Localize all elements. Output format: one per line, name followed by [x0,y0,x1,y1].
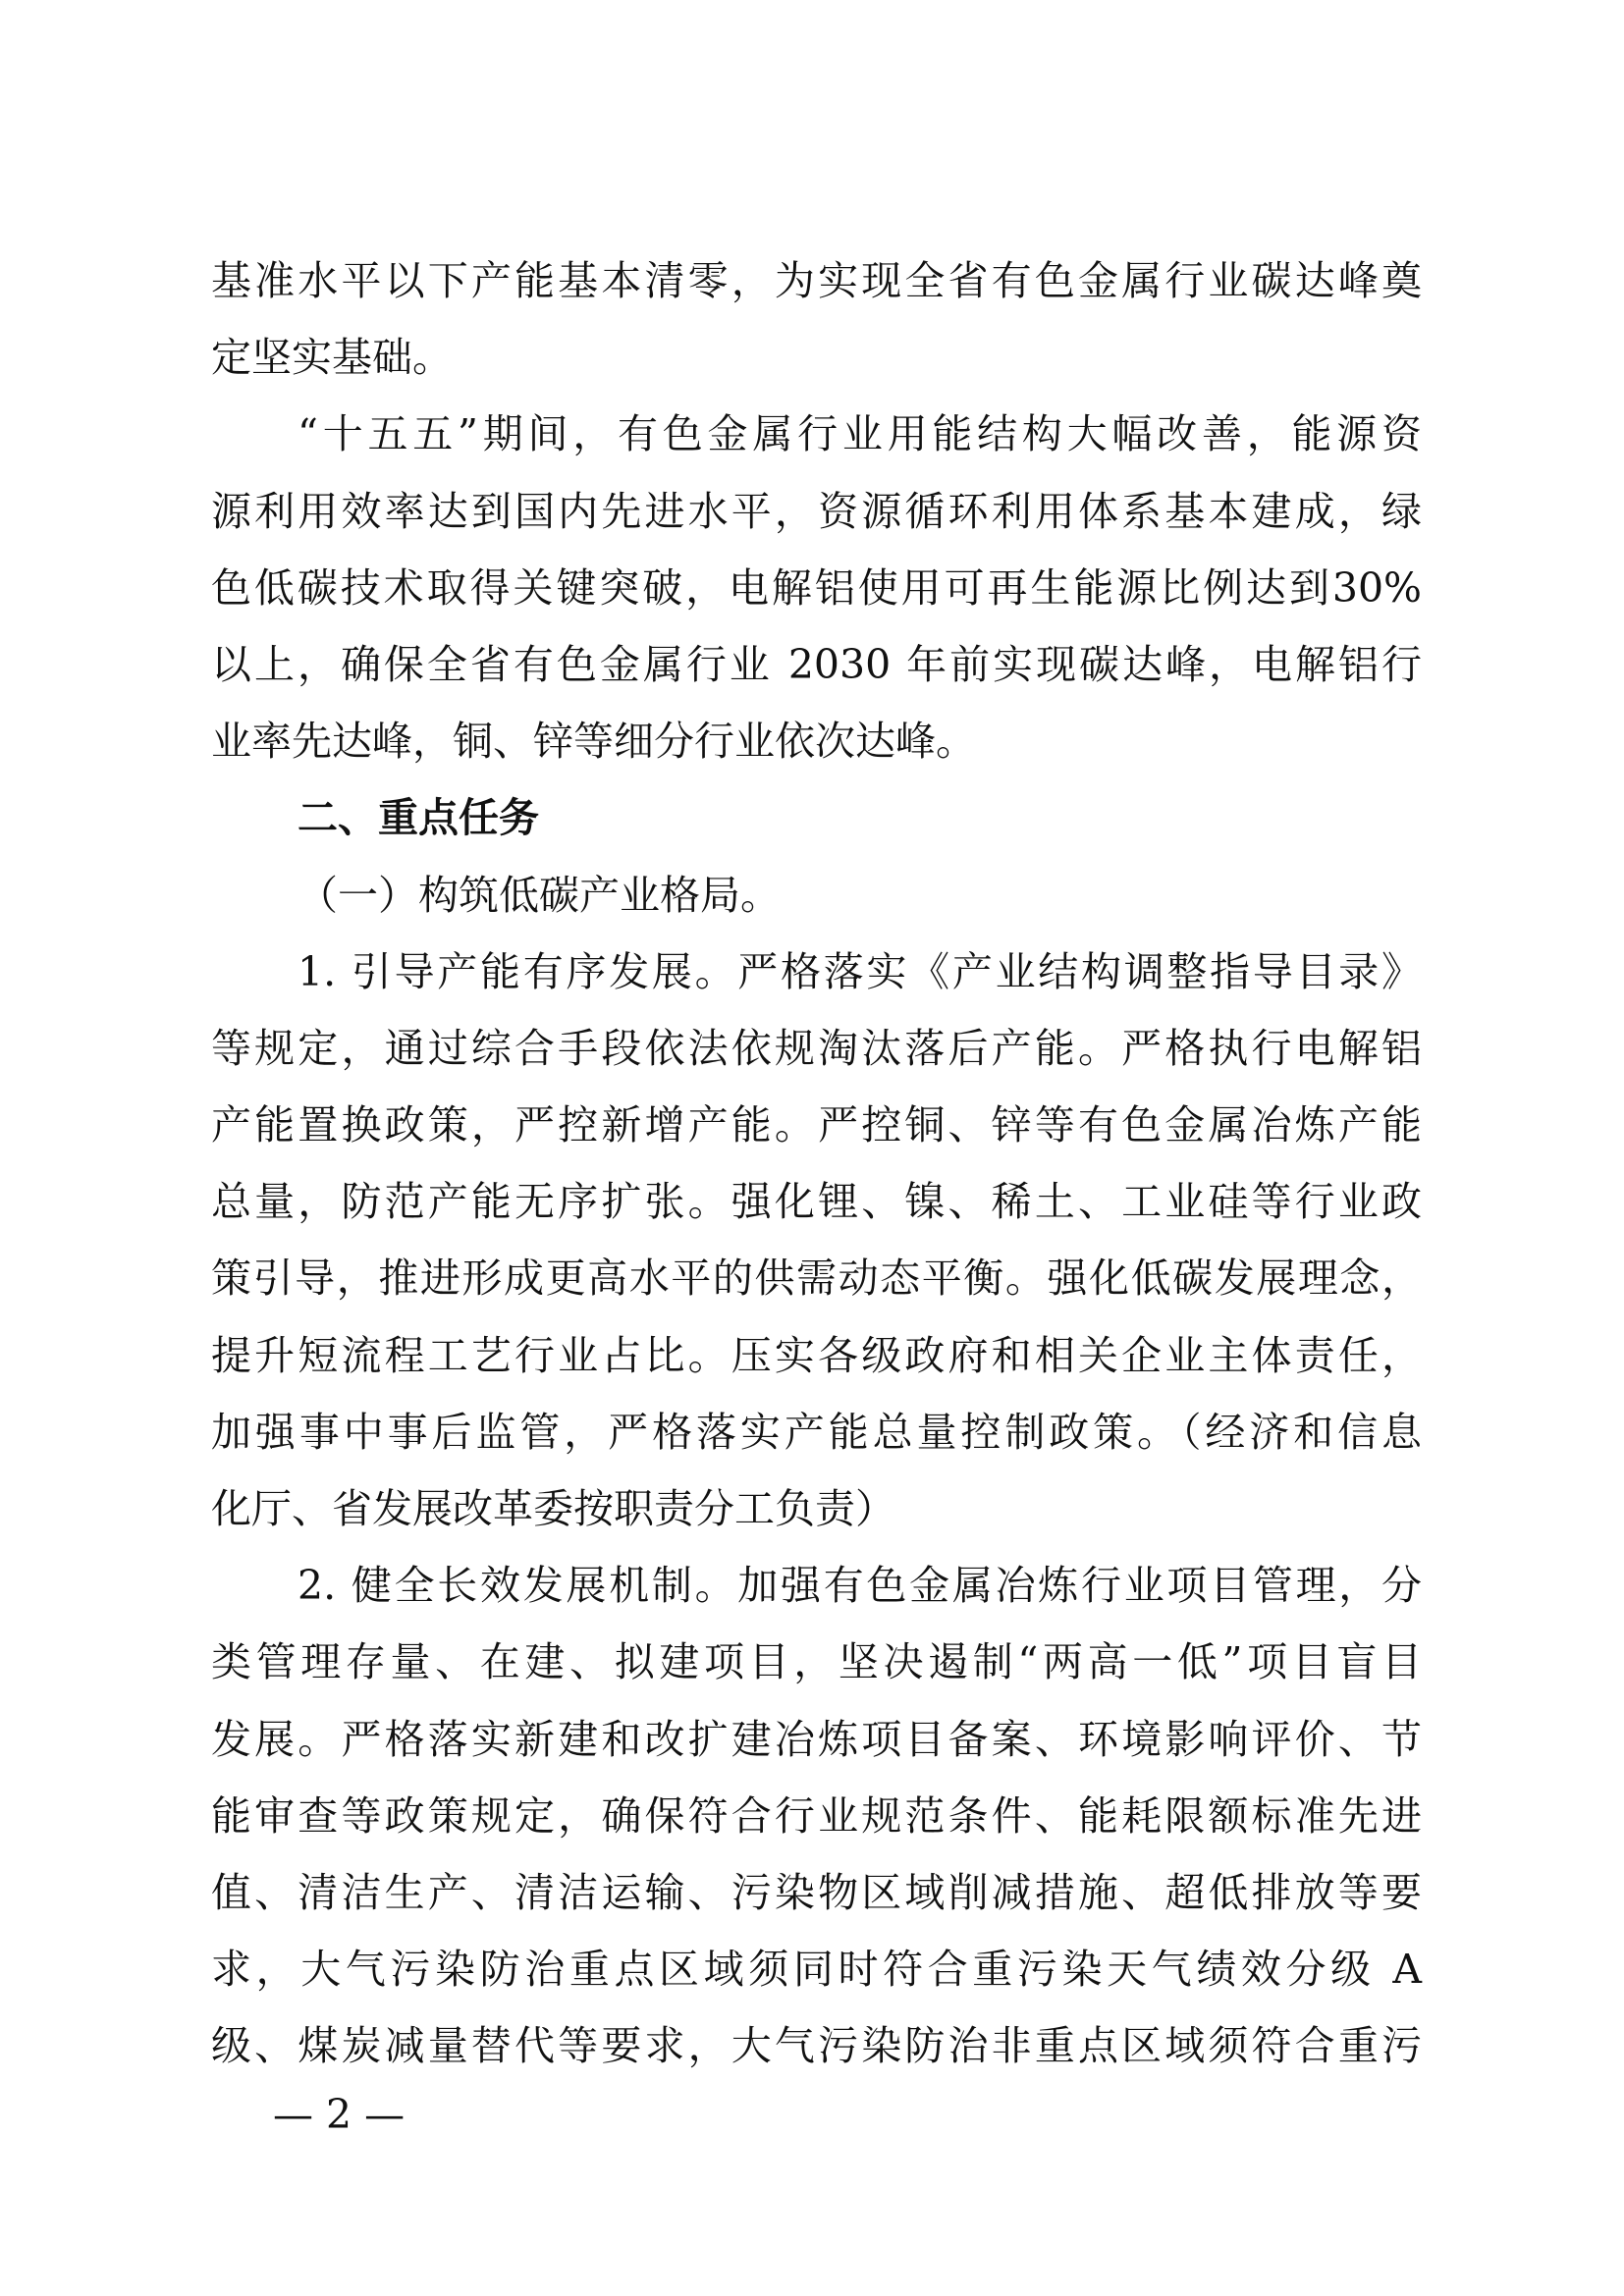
body-line: 色低碳技术取得关键突破，电解铝使用可再生能源比例达到30% [211,563,1422,612]
subsection-heading [211,857,1422,934]
body-line: 发展。严格落实新建和改扩建冶炼项目备案、环境影响评价、节 [211,1715,1422,1763]
section-heading-text: 二、重点任务 [298,794,539,842]
body-line: 产能置换政策，严控新增产能。严控铜、锌等有色金属冶炼产能 [211,1101,1422,1149]
body-line: 源利用效率达到国内先进水平，资源循环利用体系基本建成，绿 [211,487,1422,535]
body-line: 值、清洁生产、清洁运输、污染物区域削减措施、超低排放等要 [211,1868,1422,1916]
body-line: “十五五”期间，有色金属行业用能结构大幅改善，能源资 [298,410,1422,458]
paragraph [211,242,1422,396]
body-line: 加强事中事后监管，严格落实产能总量控制政策。（经济和信息 [211,1408,1422,1456]
body-line: 级、煤炭减量替代等要求，大气污染防治非重点区域须符合重污 [211,2022,1422,2070]
body-line: 类管理存量、在建、拟建项目，坚决遏制“两高一低”项目盲目 [211,1638,1422,1686]
document-body [211,242,1422,2085]
paragraph [211,934,1422,1548]
paragraph [211,1547,1422,2084]
subsection-heading-text: （一）构筑低碳产业格局。 [298,871,781,919]
body-line: 化厅、省发展改革委按职责分工负责） [211,1485,895,1532]
body-line: 以上，确保全省有色金属行业 2030 年前实现碳达峰，电解铝行 [211,640,1422,688]
body-line: 定坚实基础。 [211,334,453,382]
body-line: 能审查等政策规定，确保符合行业规范条件、能耗限额标准先进 [211,1791,1422,1840]
body-line: 策引导，推进形成更高水平的供需动态平衡。强化低碳发展理念， [211,1255,1422,1303]
page-number: — 2 — [273,2091,406,2138]
body-line: 提升短流程工艺行业占比。压实各级政府和相关企业主体责任， [211,1331,1422,1379]
body-line: 业率先达峰，铜、锌等细分行业依次达峰。 [211,718,976,766]
body-line: 2. 健全长效发展机制。加强有色金属冶炼行业项目管理，分 [298,1562,1422,1610]
body-line: 总量，防范产能无序扩张。强化锂、镍、稀土、工业硅等行业政 [211,1178,1422,1226]
body-line: 基准水平以下产能基本清零，为实现全省有色金属行业碳达峰奠 [211,257,1422,304]
paragraph [211,396,1422,779]
body-line: 1. 引导产能有序发展。严格落实《产业结构调整指导目录》 [298,947,1422,995]
body-line: 求，大气污染防治重点区域须同时符合重污染天气绩效分级 A [211,1946,1422,1994]
body-line: 等规定，通过综合手段依法依规淘汰落后产能。严格执行电解铝 [211,1024,1422,1072]
section-heading [211,779,1422,856]
